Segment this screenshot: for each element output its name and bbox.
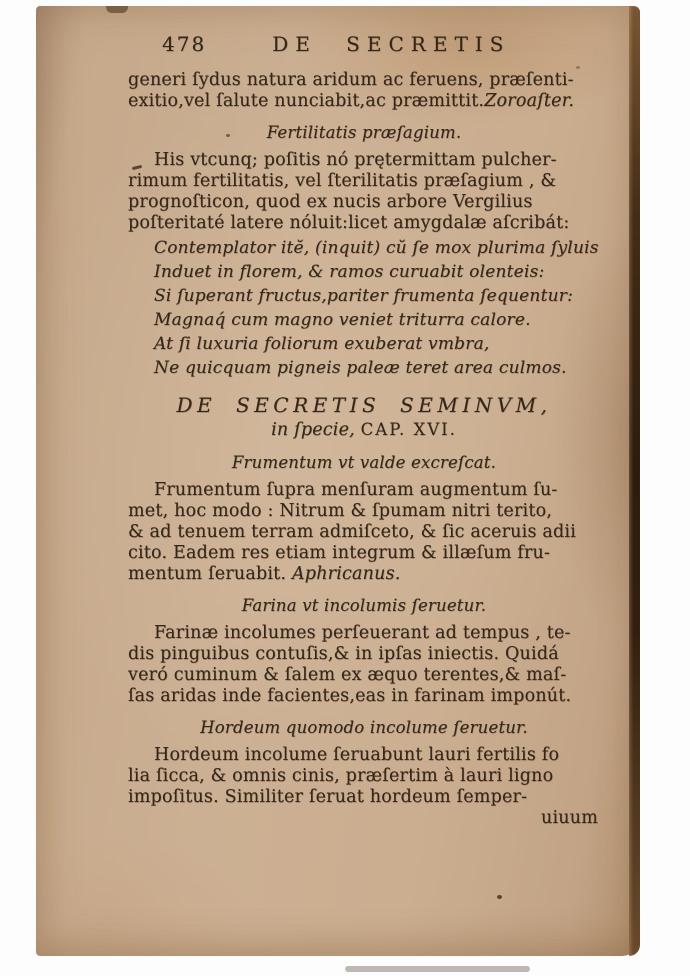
scan-blemish bbox=[106, 6, 128, 13]
text-line bbox=[128, 501, 600, 522]
page-right-edge bbox=[629, 6, 640, 956]
italic-run: At ſi luxuria foliorum exuberat vmbra, bbox=[154, 334, 490, 354]
text-run: dis pinguibus contuſis,& in ipſas iniectis. Quidá bbox=[128, 644, 559, 664]
block-chapter-sub bbox=[128, 418, 600, 442]
block-para bbox=[128, 70, 600, 112]
text-line bbox=[128, 594, 600, 618]
text-line bbox=[128, 418, 600, 442]
text-line bbox=[128, 91, 600, 112]
italic-run: Induet in florem, & ramos curuabit olenteis: bbox=[154, 262, 545, 282]
text-line bbox=[128, 623, 600, 644]
text-line bbox=[128, 451, 600, 475]
text-line bbox=[154, 284, 600, 308]
text-line bbox=[128, 543, 600, 564]
italic-run: in ſpecie, bbox=[271, 420, 361, 440]
italic-run: Fertilitatis præſagium. bbox=[266, 123, 462, 142]
text-line bbox=[128, 213, 600, 234]
text-line bbox=[128, 766, 600, 787]
text-line bbox=[128, 150, 600, 171]
block-para bbox=[128, 623, 600, 707]
text-line bbox=[128, 121, 600, 145]
italic-run: Zoroaſter. bbox=[484, 91, 575, 111]
text-line bbox=[128, 665, 600, 686]
text-run: His vtcunq; poſitis nó prętermittam pulcher- bbox=[154, 150, 557, 170]
block-heading bbox=[128, 451, 600, 475]
italic-run: Farina vt incolumis ſeruetur. bbox=[241, 596, 487, 615]
text-run: & ad tenuem terram admiſceto, & ſic aceruis adii bbox=[128, 522, 577, 542]
text-run: impoſitus. Similiter ſeruat hordeum ſemper- bbox=[128, 787, 528, 807]
page-number: 478 bbox=[162, 32, 207, 56]
block-para bbox=[128, 150, 600, 234]
block-heading bbox=[128, 716, 600, 740]
block-heading bbox=[128, 594, 600, 618]
text-run: cito. Eadem res etiam integrum & illæſum fru- bbox=[128, 543, 551, 563]
page-header bbox=[128, 34, 600, 60]
italic-run: Frumentum vt valde excreſcat. bbox=[231, 453, 497, 472]
italic-run: DE SECRETIS SEMINVM, bbox=[176, 393, 552, 417]
text-line bbox=[154, 308, 600, 332]
text-line bbox=[128, 70, 600, 91]
text-line bbox=[128, 686, 600, 707]
text-line bbox=[128, 787, 600, 808]
text-run: ſas aridas inde facientes,eas in farinam imponút. bbox=[128, 686, 572, 706]
text-run: rimum fertilitatis, vel ſterilitatis præſagium , & bbox=[128, 171, 557, 191]
italic-run: Contemplator itĕ, (inquit) cŭ ſe mox plurima ſyluis bbox=[154, 238, 599, 258]
text-run: Frumentum ſupra menſuram augmentum ſu- bbox=[154, 480, 558, 500]
italic-run: Si ſuperant fructus,pariter frumenta ſequentur: bbox=[154, 286, 574, 306]
text-run: Hordeum incolume ſeruabunt lauri fertilis fo bbox=[154, 745, 560, 765]
text-line bbox=[154, 236, 600, 260]
italic-run: Hordeum quomodo incolume ſeruetur. bbox=[200, 718, 528, 737]
block-heading bbox=[128, 121, 600, 145]
text-run: poſteritaté latere nóluit:licet amygdalæ aſcribát: bbox=[128, 213, 570, 233]
italic-run: Magnaq́ cum magno veniet triturra calore. bbox=[154, 310, 531, 330]
catchword: uiuum bbox=[540, 808, 598, 828]
text-line bbox=[128, 716, 600, 740]
block-para bbox=[128, 745, 600, 808]
text-line bbox=[128, 171, 600, 192]
scanner-shadow bbox=[345, 966, 530, 972]
italic-run: Ne quicquam pigneis paleæ teret area culmos. bbox=[154, 358, 567, 378]
text-line bbox=[128, 192, 600, 213]
text-line bbox=[128, 745, 600, 766]
block-chapter-title bbox=[128, 392, 600, 418]
text-line bbox=[154, 260, 600, 284]
text-run: lia ſicca, & omnis cinis, præſertim à lauri ligno bbox=[128, 766, 554, 786]
text-line bbox=[154, 356, 600, 380]
text-line bbox=[128, 392, 600, 418]
text-line bbox=[128, 480, 600, 501]
text-run: mentum ſeruabit. bbox=[128, 564, 292, 584]
page bbox=[36, 6, 640, 956]
text-run: generi ſydus natura aridum ac feruens, præſenti- bbox=[128, 70, 574, 90]
text-line bbox=[128, 522, 600, 543]
text-line bbox=[128, 644, 600, 665]
text-run: veró cuminum & ſalem ex æquo terentes,& maſ- bbox=[128, 665, 567, 685]
text-line bbox=[128, 564, 600, 585]
text-run: exitio,vel ſalute nunciabit,ac præmittit. bbox=[128, 91, 485, 111]
block-verse bbox=[128, 236, 600, 380]
text-body bbox=[128, 70, 600, 808]
running-title: DE SECRETIS bbox=[272, 32, 511, 56]
block-para bbox=[128, 480, 600, 585]
text-line bbox=[154, 332, 600, 356]
paper-speck bbox=[497, 895, 502, 899]
italic-run: Aphricanus. bbox=[291, 564, 401, 584]
page-content bbox=[128, 34, 600, 829]
text-run: met, hoc modo : Nitrum & ſpumam nitri terito, bbox=[128, 501, 553, 521]
text-run: Farinæ incolumes perſeuerant ad tempus , te- bbox=[154, 623, 571, 643]
text-run: prognoſticon, quod ex nucis arbore Vergilius bbox=[128, 192, 533, 212]
text-run: CAP. XVI. bbox=[360, 420, 457, 439]
